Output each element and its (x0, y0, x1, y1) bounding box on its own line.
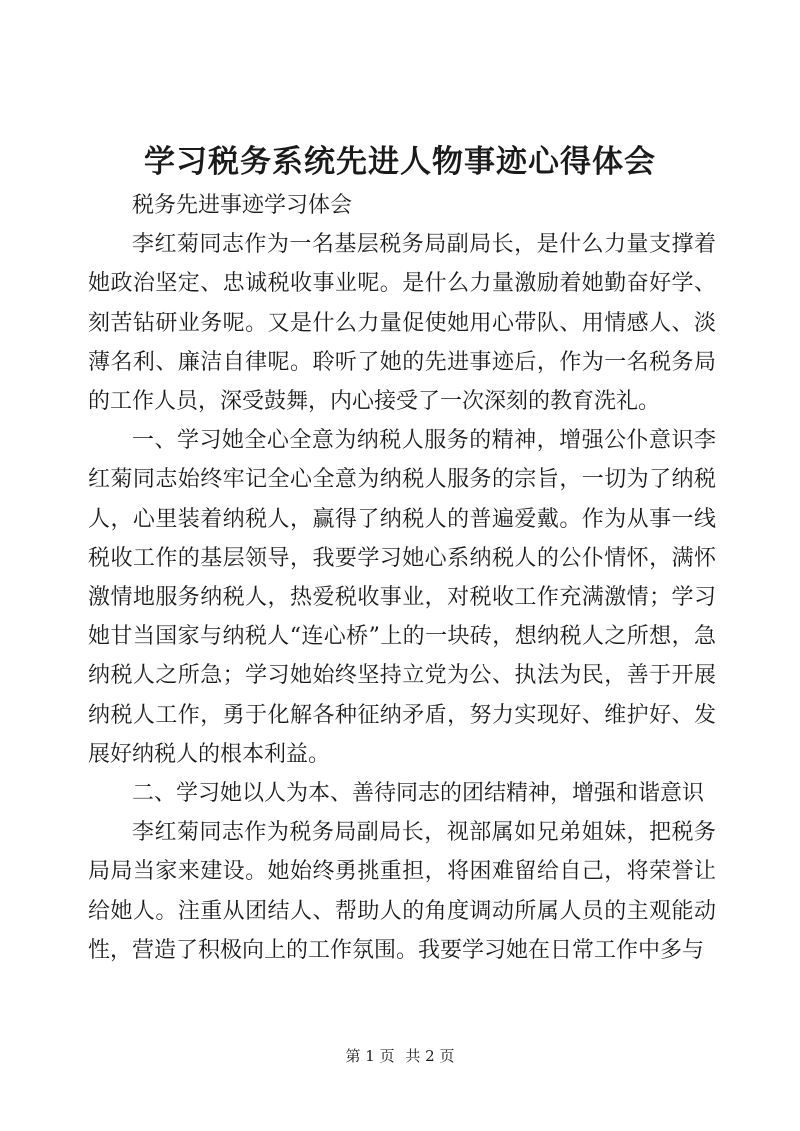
page-number: 第 1 页 (345, 1047, 395, 1065)
page-total: 共 2 页 (405, 1047, 455, 1065)
paragraph-section-one: 一、学习她全心全意为纳税人服务的精神，增强公仆意识李红菊同志始终牢记全心全意为纳税人服务的宗旨，一切为了纳税人，心里装着纳税人，赢得了纳税人的普遍爱戴。作为从事一线税收工作的基层领导，我要学习她心系纳税人的公仆情怀，满怀激情地服务纳税人，热爱税收事业，对税收工作充满激情；学习她甘当国家与纳税人“连心桥”上的一块砖，想纳税人之所想，急纳税人之所急；学习她始终坚持立党为公、执法为民，善于开展纳税人工作，勇于化解各种征纳矛盾，努力实现好、维护好、发展好纳税人的根本利益。 (88, 428, 716, 767)
document-title: 学习税务系统先进人物事迹心得体会 (144, 144, 656, 180)
paragraph-subtitle: 税务先进事迹学习体会 (132, 193, 353, 218)
paragraph-section-two-heading: 二、学习她以人为本、善待同志的团结精神，增强和谐意识 (132, 781, 705, 807)
paragraph-intro: 李红菊同志作为一名基层税务局副局长，是什么力量支撑着她政治坚定、忠诚税收事业呢。是什么力量激励着她勤奋好学、刻苦钻研业务呢。又是什么力量促使她用心带队、用情感人、淡薄名利、廉洁自律呢。聆听了她的先进事迹后，作为一名税务局的工作人员，深受鼓舞，内心接受了一次深刻的教育洗礼。 (88, 232, 716, 415)
page-footer (0, 1046, 800, 1066)
document-body (88, 186, 716, 970)
paragraph-section-two: 李红菊同志作为税务局副局长，视部属如兄弟姐妹，把税务局局当家来建设。她始终勇挑重担，将困难留给自己，将荣誉让给她人。注重从团结人、帮助人的角度调动所属人员的主观能动性，营造了积极向上的工作氛围。我要学习她在日常工作中多与 (88, 820, 716, 963)
